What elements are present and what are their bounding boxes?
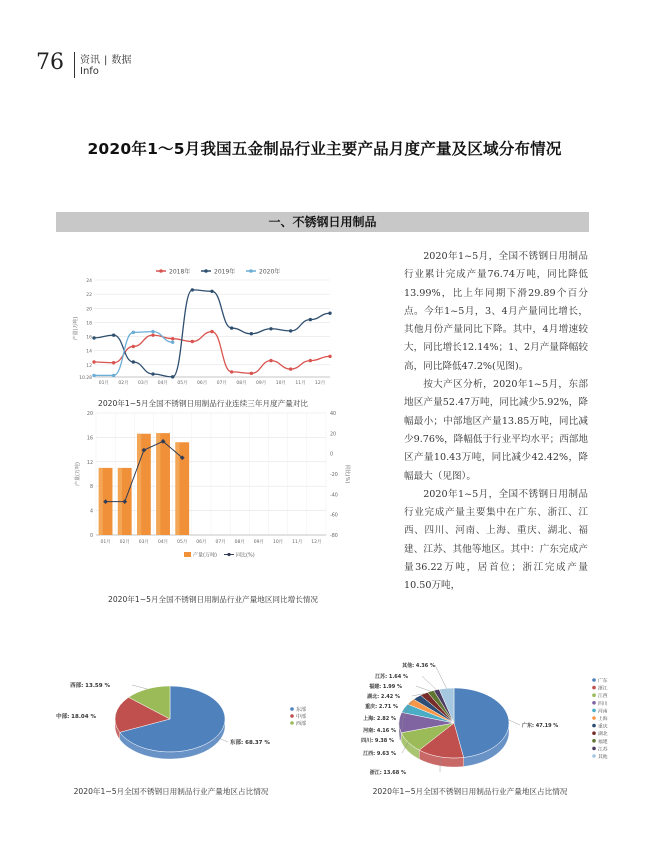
legend-label-西部: 西部 (296, 721, 307, 727)
label-leader-西部 (132, 685, 147, 689)
y2-tick-label: -40 (330, 493, 338, 499)
pie-label-重庆: 重庆: 2.71 % (365, 704, 398, 710)
pie-label-江西: 江西: 9.63 % (363, 751, 396, 757)
y2-tick-label: -60 (330, 513, 338, 519)
data-point-2018年-4 (171, 337, 174, 340)
data-point-2020年-4 (171, 341, 174, 344)
y-tick-label: 4 (89, 509, 93, 515)
bar-highlight-05月 (175, 442, 179, 535)
legend-label-1: 2019年 (214, 268, 236, 276)
pie-label-西部: 西部: 13.59 % (70, 683, 110, 689)
legend-swatch-bar (184, 552, 191, 557)
legend-label-line: 同比(%) (236, 552, 255, 559)
data-point-2019年-3 (151, 372, 154, 375)
x-tick-label: 07月 (215, 540, 226, 545)
pie-chart-regions (40, 665, 350, 785)
chart4-caption: 2020年1~5月全国不锈钢日用制品行业产量地区占比情况 (372, 787, 568, 796)
pie-label-东部: 东部: 68.37 % (230, 740, 270, 746)
data-point-2019年-12 (328, 312, 331, 315)
legend-marker-四川 (592, 701, 596, 705)
data-point-2019年-8 (250, 332, 253, 335)
y2-tick-label: 0 (330, 452, 334, 458)
x-tick-label: 08月 (236, 381, 247, 386)
pie-label-中部: 中部: 18.04 % (56, 714, 96, 720)
x-tick-label: 02月 (119, 540, 130, 545)
data-point-2019年-11 (309, 318, 312, 321)
data-point-2019年-2 (132, 360, 135, 363)
legend-marker-中部 (290, 714, 294, 718)
x-tick-label: 07月 (216, 381, 227, 386)
x-tick-label: 11月 (295, 381, 306, 386)
legend-marker-河南 (592, 709, 596, 713)
legend-label-浙江: 浙江 (598, 686, 608, 692)
x-tick-label: 03月 (138, 540, 150, 545)
header-divider (74, 52, 75, 78)
header-info: Info (80, 66, 99, 77)
x-tick-label: 05月 (177, 381, 188, 386)
data-point-2019年-0 (92, 336, 95, 339)
y-axis-label: 产量(万吨) (73, 316, 79, 341)
legend-marker-重庆 (592, 724, 596, 728)
data-point-2020年-3 (151, 330, 154, 333)
pie-label-湖北: 湖北: 2.42 % (367, 694, 400, 700)
x-tick-label: 11月 (292, 540, 303, 545)
y-tick-label: 8 (89, 485, 93, 491)
pie-label-其他: 其他: 4.36 % (402, 663, 435, 669)
bar-highlight-03月 (137, 434, 141, 535)
y-tick-label: 18 (86, 321, 92, 327)
y-tick-label: 10.28 (79, 376, 92, 381)
legend-marker-江苏 (592, 747, 596, 751)
x-tick-label: 05月 (177, 540, 188, 545)
bar-highlight-01月 (99, 468, 103, 535)
series-line-2020年 (94, 332, 173, 376)
y-tick-label: 12 (86, 460, 93, 466)
y-tick-label: 14 (86, 349, 92, 355)
data-point-2019年-7 (230, 326, 233, 329)
data-point-2019年-6 (210, 290, 213, 293)
pie-label-广东: 广东: 47.19 % (522, 723, 559, 729)
x-tick-label: 03月 (138, 381, 149, 386)
data-point-2018年-0 (92, 360, 95, 363)
legend-label-bar: 产量(万吨) (193, 552, 217, 559)
legend-marker-福建 (592, 739, 596, 743)
legend-label-2: 2020年 (259, 268, 281, 276)
data-point-2019年-5 (191, 288, 194, 291)
legend-label-福建: 福建 (598, 739, 608, 745)
data-point-2018年-10 (289, 367, 292, 370)
pie-chart-provinces (330, 655, 630, 790)
data-point-2018年-1 (112, 361, 115, 364)
y2-tick-label: 40 (330, 412, 337, 417)
chart2-caption: 2020年1~5月全国不锈钢日用制品行业产量地区同比增长情况 (107, 595, 318, 604)
pie-label-上海: 上海: 2.82 % (363, 716, 396, 722)
legend-marker-0 (159, 269, 163, 273)
pie-label-浙江: 浙江: 13.68 % (369, 770, 406, 776)
data-point-2020年-0 (92, 374, 95, 377)
legend-label-四川: 四川 (598, 701, 608, 707)
header-subsection-label: 数据 (111, 55, 132, 66)
legend-marker-2 (249, 269, 253, 273)
legend-label-江苏: 江苏 (598, 747, 608, 753)
x-tick-label: 08月 (234, 540, 245, 545)
data-point-2018年-7 (230, 370, 233, 373)
legend-label-湖北: 湖北 (598, 732, 608, 738)
legend-marker-浙江 (592, 686, 596, 690)
chart3-caption: 2020年1~5月全国不锈钢日用制品行业产量地区占比情况 (73, 787, 269, 796)
y-tick-label: 16 (86, 436, 93, 442)
chart1-caption: 2020年1~5月全国不锈钢日用制品行业连续三年月度产量对比 (97, 399, 308, 408)
paragraph-2: 按大产区分析，2020年1~5月，东部地区产量52.47万吨，同比减少5.92%，降幅最小；中部地区产量13.85万吨，同比减少9.76%，降幅低于行业平均水平；西部地区产量10.43万吨，同比减少42.42%，降幅最大（见图）。 (404, 379, 588, 482)
y-tick-label: 24 (86, 279, 92, 284)
x-tick-label: 06月 (197, 381, 208, 386)
label-leader-其他 (435, 665, 446, 688)
pie-label-四川: 四川: 9.38 % (361, 738, 394, 744)
x-tick-label: 09月 (253, 540, 265, 545)
pie-label-福建: 福建: 1.99 % (369, 684, 402, 690)
page-title: 2020年1～5月我国五金制品行业主要产品月度产量及区域分布情况 (87, 140, 562, 158)
x-tick-label: 01月 (98, 381, 109, 386)
data-point-2019年-4 (171, 375, 174, 378)
series-line-2018年 (94, 332, 330, 374)
data-point-2019年-10 (289, 329, 292, 332)
data-point-2020年-2 (132, 331, 135, 334)
y2-tick-label: 20 (330, 432, 337, 438)
line-chart-monthly-output (68, 262, 338, 397)
y2-axis-label: 同比(%) (344, 464, 350, 484)
data-point-2018年-8 (250, 372, 253, 375)
legend-label-中部: 中部 (296, 714, 307, 720)
x-tick-label: 04月 (157, 381, 168, 386)
x-tick-label: 04月 (157, 540, 169, 545)
legend-label-重庆: 重庆 (598, 724, 608, 730)
x-tick-label: 12月 (311, 540, 322, 545)
data-point-2018年-11 (309, 359, 312, 362)
y-tick-label: 16 (86, 335, 92, 341)
section-heading: 一、不锈钢日用制品 (56, 212, 589, 232)
label-leader-江苏 (422, 676, 436, 690)
x-tick-label: 12月 (315, 381, 326, 386)
pie-label-河南: 河南: 4.16 % (363, 728, 396, 734)
legend-label-广东: 广东 (598, 679, 608, 684)
x-tick-label: 02月 (118, 381, 129, 386)
data-point-2019年-1 (112, 333, 115, 336)
legend-label-河南: 河南 (598, 709, 608, 715)
legend-marker-西部 (290, 721, 294, 725)
y-tick-label: 20 (86, 412, 93, 417)
legend-label-东部: 东部 (296, 707, 307, 713)
legend-label-上海: 上海 (598, 717, 608, 722)
paragraph-3: 2020年1~5月，全国不锈钢日用制品行业完成产量主要集中在广东、浙江、江西、四川、河南、上海、重庆、湖北、福建、江苏、其他等地区。其中：广东完成产量36.22万吨，居首位；浙江完成产量10.50万吨， (404, 488, 588, 592)
page-number: 76 (36, 50, 64, 75)
x-tick-label: 10月 (275, 381, 286, 386)
header-section: 资讯 | 数据 (80, 55, 132, 66)
legend-marker-上海 (592, 716, 596, 720)
header-section-label: 资讯 (80, 55, 100, 66)
data-point-2018年-9 (269, 359, 272, 362)
legend-marker-其他 (592, 754, 596, 758)
x-tick-label: 09月 (256, 381, 267, 386)
legend-marker-湖北 (592, 731, 596, 735)
data-point-2019年-9 (269, 327, 272, 330)
x-tick-label: 06月 (196, 540, 207, 545)
series-line-2019年 (94, 290, 330, 377)
label-leader-广东 (509, 720, 520, 725)
data-point-2018年-6 (210, 330, 213, 333)
legend-marker-1 (204, 269, 208, 273)
article-body (404, 248, 588, 596)
legend-marker-东部 (290, 707, 294, 711)
y2-tick-label: -20 (330, 473, 338, 478)
bar-chart-yoy-growth (72, 405, 354, 575)
pie-label-江苏: 江苏: 1.64 % (375, 674, 408, 680)
y2-tick-label: -80 (330, 534, 338, 539)
bar-highlight-04月 (156, 433, 160, 535)
paragraph-1: 2020年1~5月，全国不锈钢日用制品行业累计完成产量76.74万吨，同比降低13.99%，比上年同期下滑29.89个百分点。今年1~5月，3、4月产量同比增长，其他月份产量同比下降。其中，4月增速较大，同比增长12.14%；1、2月产量降幅较高，同比降低47.2%(见图)。 (404, 251, 588, 372)
data-point-2018年-3 (151, 333, 154, 336)
y-axis-label: 产量(万吨) (75, 462, 81, 486)
legend-marker-line (227, 553, 230, 556)
data-point-2018年-12 (328, 355, 331, 358)
legend-label-江西: 江西 (598, 694, 608, 700)
label-leader-福建 (416, 686, 431, 691)
legend-marker-广东 (592, 678, 596, 682)
y-tick-label: 20 (86, 307, 92, 313)
x-tick-label: 01月 (100, 540, 111, 545)
y-tick-label: 12 (86, 363, 92, 369)
data-point-2018年-5 (191, 340, 194, 343)
legend-label-其他: 其他 (598, 755, 608, 760)
legend-marker-江西 (592, 693, 596, 697)
y-tick-label: 0 (89, 534, 93, 539)
data-point-2020年-1 (112, 374, 115, 377)
y-tick-label: 22 (86, 293, 92, 299)
legend-label-0: 2018年 (169, 268, 191, 276)
data-point-2018年-2 (132, 345, 135, 348)
x-tick-label: 10月 (272, 540, 284, 545)
